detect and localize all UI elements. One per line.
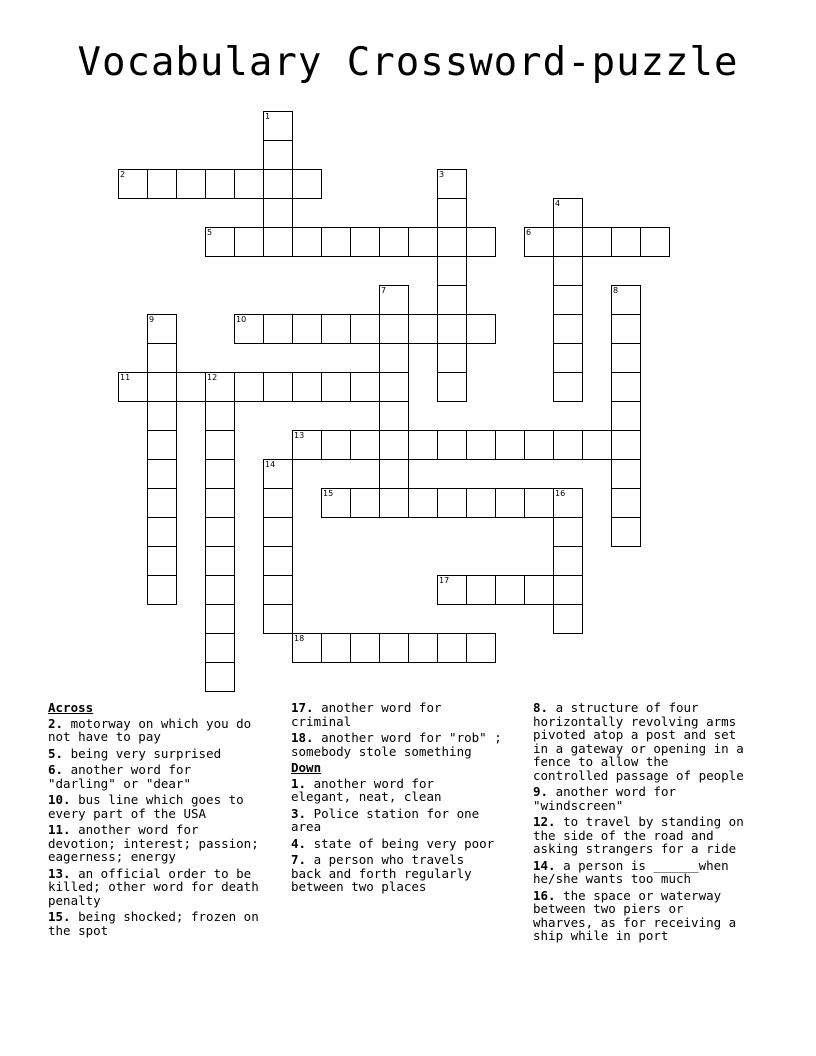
grid-cell[interactable] bbox=[205, 488, 235, 518]
clue-item bbox=[48, 910, 284, 937]
grid-cell[interactable] bbox=[350, 430, 380, 460]
clue-text: motorway on which you do not have to pay bbox=[48, 715, 252, 744]
grid-cell[interactable] bbox=[408, 430, 438, 460]
clue-number: 7. bbox=[291, 852, 307, 867]
grid-cell[interactable] bbox=[553, 575, 583, 605]
clue-text: a person is ______when he/she wants too much bbox=[533, 857, 729, 886]
grid-cell[interactable] bbox=[379, 401, 409, 431]
clue-item bbox=[48, 747, 284, 761]
clue-item bbox=[48, 763, 284, 790]
clue-number-label: 17 bbox=[439, 576, 450, 585]
grid-cell[interactable] bbox=[553, 488, 583, 518]
grid-cell[interactable] bbox=[350, 372, 380, 402]
down-clue-list bbox=[291, 777, 527, 894]
clue-number-label: 2 bbox=[120, 170, 126, 179]
grid-cell[interactable] bbox=[205, 459, 235, 489]
grid-cell[interactable] bbox=[263, 111, 293, 141]
clue-item bbox=[48, 823, 284, 864]
grid-cell[interactable] bbox=[350, 488, 380, 518]
clue-number: 3. bbox=[291, 805, 307, 821]
grid-cell[interactable] bbox=[350, 314, 380, 344]
grid-cell[interactable] bbox=[176, 372, 206, 402]
clue-number: 10. bbox=[48, 792, 71, 807]
grid-cell[interactable] bbox=[147, 575, 177, 605]
grid-cell[interactable] bbox=[292, 372, 322, 402]
grid-cell[interactable] bbox=[553, 517, 583, 547]
grid-cell[interactable] bbox=[234, 314, 264, 344]
grid-cell[interactable] bbox=[292, 314, 322, 344]
grid-cell[interactable] bbox=[263, 575, 293, 605]
grid-cell[interactable] bbox=[611, 517, 641, 547]
clue-number-label: 16 bbox=[555, 489, 566, 498]
grid-cell[interactable] bbox=[466, 227, 496, 257]
clue-number: 17. bbox=[291, 700, 314, 715]
clue-text: state of being very poor bbox=[306, 835, 495, 851]
grid-cell[interactable] bbox=[379, 285, 409, 315]
clue-number: 16. bbox=[533, 887, 556, 903]
grid-cell[interactable] bbox=[611, 488, 641, 518]
grid-cell[interactable] bbox=[437, 227, 467, 257]
grid-cell[interactable] bbox=[466, 314, 496, 344]
grid-cell[interactable] bbox=[263, 372, 293, 402]
grid-cell[interactable] bbox=[205, 662, 235, 692]
clue-text: the space or waterway between two piers or wharves, as for receiving a ship while in port bbox=[533, 887, 737, 943]
grid-cell[interactable] bbox=[582, 430, 612, 460]
clue-text: another word for "darling" or "dear" bbox=[48, 762, 191, 791]
grid-cell[interactable] bbox=[553, 546, 583, 576]
clue-number-label: 15 bbox=[323, 489, 334, 498]
grid-cell[interactable] bbox=[437, 169, 467, 199]
grid-cell[interactable] bbox=[611, 285, 641, 315]
grid-cell[interactable] bbox=[466, 488, 496, 518]
grid-cell[interactable] bbox=[234, 372, 264, 402]
grid-cell[interactable] bbox=[147, 459, 177, 489]
grid-cell[interactable] bbox=[147, 343, 177, 373]
grid-cell[interactable] bbox=[205, 546, 235, 576]
clue-number: 6. bbox=[48, 762, 64, 777]
clue-number: 15. bbox=[48, 909, 71, 924]
grid-cell[interactable] bbox=[234, 169, 264, 199]
clue-item bbox=[291, 777, 527, 804]
grid-cell[interactable] bbox=[408, 633, 438, 663]
grid-cell[interactable] bbox=[205, 227, 235, 257]
grid-cell[interactable] bbox=[263, 517, 293, 547]
grid-cell[interactable] bbox=[379, 372, 409, 402]
clue-item bbox=[533, 889, 773, 943]
grid-cell[interactable] bbox=[205, 430, 235, 460]
clue-text: a person who travels back and forth regularly between two places bbox=[291, 852, 472, 894]
clue-text: another word for devotion; interest; passion; eagerness; energy bbox=[48, 822, 259, 864]
grid-cell[interactable] bbox=[147, 546, 177, 576]
clue-item bbox=[291, 731, 527, 758]
grid-cell[interactable] bbox=[292, 430, 322, 460]
grid-cell[interactable] bbox=[147, 314, 177, 344]
grid-cell[interactable] bbox=[640, 227, 670, 257]
clues-column-2 bbox=[291, 701, 527, 897]
grid-cell[interactable] bbox=[379, 633, 409, 663]
grid-cell[interactable] bbox=[408, 227, 438, 257]
grid-cell[interactable] bbox=[611, 314, 641, 344]
clue-text: a structure of four horizontally revolving arms pivoted atop a post and set in a gateway or opening in a fence to allow the controlled passage of people bbox=[533, 700, 744, 783]
clue-number: 2. bbox=[48, 715, 64, 731]
clue-number-label: 5 bbox=[207, 228, 213, 237]
grid-cell[interactable] bbox=[379, 343, 409, 373]
clue-number-label: 7 bbox=[381, 286, 387, 295]
clue-item bbox=[291, 807, 527, 834]
down-clue-list-continued bbox=[533, 701, 773, 943]
clue-item bbox=[533, 815, 773, 856]
grid-cell[interactable] bbox=[379, 430, 409, 460]
page-title: Vocabulary Crossword-puzzle bbox=[77, 40, 739, 85]
grid-cell[interactable] bbox=[205, 633, 235, 663]
clue-text: an official order to be killed; other word for death penalty bbox=[48, 865, 259, 908]
clue-number-label: 11 bbox=[120, 373, 131, 382]
clues-column-3 bbox=[533, 701, 773, 946]
grid-cell[interactable] bbox=[118, 372, 148, 402]
grid-cell[interactable] bbox=[495, 488, 525, 518]
clue-text: Police station for one area bbox=[291, 805, 480, 834]
grid-cell[interactable] bbox=[118, 169, 148, 199]
grid-cell[interactable] bbox=[292, 633, 322, 663]
clue-number: 9. bbox=[533, 784, 549, 799]
clue-number: 18. bbox=[291, 730, 314, 745]
grid-cell[interactable] bbox=[611, 343, 641, 373]
grid-cell[interactable] bbox=[437, 633, 467, 663]
down-heading: Down bbox=[291, 760, 322, 775]
clue-number: 14. bbox=[533, 857, 556, 873]
grid-cell[interactable] bbox=[437, 575, 467, 605]
grid-cell[interactable] bbox=[263, 140, 293, 170]
clue-number: 11. bbox=[48, 822, 71, 837]
grid-cell[interactable] bbox=[611, 372, 641, 402]
grid-cell[interactable] bbox=[205, 401, 235, 431]
grid-cell[interactable] bbox=[234, 227, 264, 257]
grid-cell[interactable] bbox=[408, 314, 438, 344]
clue-number-label: 9 bbox=[149, 315, 155, 324]
clue-text: being shocked; frozen on the spot bbox=[48, 909, 259, 938]
grid-cell[interactable] bbox=[437, 488, 467, 518]
clue-item bbox=[48, 793, 284, 820]
clue-item bbox=[48, 867, 284, 908]
clue-number-label: 14 bbox=[265, 460, 276, 469]
grid-cell[interactable] bbox=[466, 575, 496, 605]
grid-cell[interactable] bbox=[263, 546, 293, 576]
grid-cell[interactable] bbox=[263, 604, 293, 634]
clue-number-label: 6 bbox=[526, 228, 532, 237]
grid-cell[interactable] bbox=[147, 517, 177, 547]
clue-number: 1. bbox=[291, 775, 307, 791]
clue-number: 5. bbox=[48, 745, 64, 761]
clue-number-label: 1 bbox=[265, 112, 271, 121]
grid-cell[interactable] bbox=[553, 198, 583, 228]
grid-cell[interactable] bbox=[553, 227, 583, 257]
across-heading: Across bbox=[48, 700, 94, 715]
clue-number: 4. bbox=[291, 835, 307, 851]
clue-number: 8. bbox=[533, 700, 549, 715]
clue-number-label: 8 bbox=[613, 286, 619, 295]
grid-cell[interactable] bbox=[582, 227, 612, 257]
grid-cell[interactable] bbox=[147, 430, 177, 460]
grid-cell[interactable] bbox=[553, 372, 583, 402]
grid-cell[interactable] bbox=[553, 343, 583, 373]
grid-cell[interactable] bbox=[379, 227, 409, 257]
clue-text: another word for criminal bbox=[291, 700, 442, 729]
grid-cell[interactable] bbox=[611, 401, 641, 431]
grid-cell[interactable] bbox=[321, 430, 351, 460]
clue-item bbox=[291, 837, 527, 851]
grid-cell[interactable] bbox=[321, 372, 351, 402]
grid-cell[interactable] bbox=[147, 401, 177, 431]
grid-cell[interactable] bbox=[263, 227, 293, 257]
grid-cell[interactable] bbox=[176, 169, 206, 199]
grid-cell[interactable] bbox=[263, 198, 293, 228]
grid-cell[interactable] bbox=[379, 314, 409, 344]
grid-cell[interactable] bbox=[321, 488, 351, 518]
grid-cell[interactable] bbox=[321, 314, 351, 344]
clue-text: another word for "windscreen" bbox=[533, 784, 676, 813]
grid-cell[interactable] bbox=[379, 488, 409, 518]
across-clue-list bbox=[48, 717, 284, 938]
clue-number-label: 10 bbox=[236, 315, 247, 324]
clue-item bbox=[533, 859, 773, 886]
grid-cell[interactable] bbox=[437, 256, 467, 286]
clue-number-label: 13 bbox=[294, 431, 305, 440]
clue-item bbox=[291, 853, 527, 894]
grid-cell[interactable] bbox=[437, 430, 467, 460]
grid-cell[interactable] bbox=[205, 169, 235, 199]
across-clue-list-continued bbox=[291, 701, 527, 758]
grid-cell[interactable] bbox=[205, 372, 235, 402]
grid-cell[interactable] bbox=[553, 285, 583, 315]
grid-cell[interactable] bbox=[437, 343, 467, 373]
grid-cell[interactable] bbox=[437, 285, 467, 315]
grid-cell[interactable] bbox=[495, 430, 525, 460]
grid-cell[interactable] bbox=[553, 256, 583, 286]
grid-cell[interactable] bbox=[466, 430, 496, 460]
clue-number-label: 12 bbox=[207, 373, 218, 382]
grid-cell[interactable] bbox=[205, 575, 235, 605]
grid-cell[interactable] bbox=[292, 227, 322, 257]
clue-number: 13. bbox=[48, 865, 71, 881]
grid-cell[interactable] bbox=[466, 633, 496, 663]
clue-item bbox=[291, 701, 527, 728]
grid-cell[interactable] bbox=[524, 430, 554, 460]
grid-cell[interactable] bbox=[263, 488, 293, 518]
clues-column-1 bbox=[48, 701, 284, 940]
grid-cell[interactable] bbox=[350, 633, 380, 663]
clue-number: 12. bbox=[533, 814, 556, 829]
grid-cell[interactable] bbox=[263, 314, 293, 344]
grid-cell[interactable] bbox=[524, 488, 554, 518]
clue-item bbox=[533, 701, 773, 782]
grid-cell[interactable] bbox=[147, 372, 177, 402]
grid-cell[interactable] bbox=[553, 430, 583, 460]
grid-cell[interactable] bbox=[495, 575, 525, 605]
grid-cell[interactable] bbox=[611, 227, 641, 257]
grid-cell[interactable] bbox=[611, 430, 641, 460]
clue-text: another word for "rob" ; somebody stole something bbox=[291, 730, 502, 759]
grid-cell[interactable] bbox=[437, 372, 467, 402]
grid-cell[interactable] bbox=[408, 488, 438, 518]
grid-cell[interactable] bbox=[437, 314, 467, 344]
clue-text: to travel by standing on the side of the road and asking strangers for a ride bbox=[533, 814, 744, 856]
clue-text: another word for elegant, neat, clean bbox=[291, 775, 442, 804]
grid-cell[interactable] bbox=[553, 314, 583, 344]
clue-item bbox=[533, 785, 773, 812]
clue-number-label: 18 bbox=[294, 634, 305, 643]
grid-cell[interactable] bbox=[205, 604, 235, 634]
grid-cell[interactable] bbox=[321, 227, 351, 257]
grid-cell[interactable] bbox=[263, 169, 293, 199]
clue-text: bus line which goes to every part of the USA bbox=[48, 792, 244, 821]
grid-cell[interactable] bbox=[350, 227, 380, 257]
grid-cell[interactable] bbox=[611, 459, 641, 489]
clue-text: being very surprised bbox=[63, 745, 222, 761]
grid-cell[interactable] bbox=[437, 198, 467, 228]
grid-cell[interactable] bbox=[147, 169, 177, 199]
grid-cell[interactable] bbox=[263, 459, 293, 489]
grid-cell[interactable] bbox=[379, 459, 409, 489]
grid-cell[interactable] bbox=[524, 227, 554, 257]
grid-cell[interactable] bbox=[292, 169, 322, 199]
clue-item bbox=[48, 717, 284, 744]
grid-cell[interactable] bbox=[205, 517, 235, 547]
grid-cell[interactable] bbox=[524, 575, 554, 605]
grid-cell[interactable] bbox=[553, 604, 583, 634]
clue-number-label: 3 bbox=[439, 170, 445, 179]
clue-number-label: 4 bbox=[555, 199, 561, 208]
grid-cell[interactable] bbox=[147, 488, 177, 518]
grid-cell[interactable] bbox=[321, 633, 351, 663]
